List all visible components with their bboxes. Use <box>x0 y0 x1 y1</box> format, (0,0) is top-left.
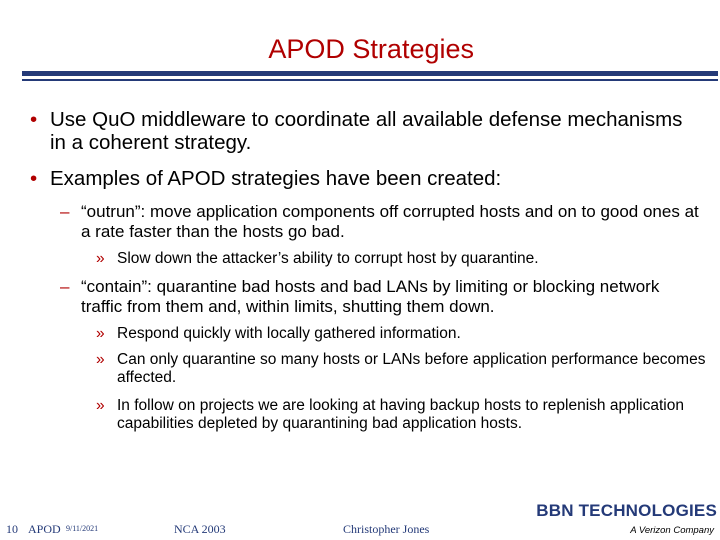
subsub-bullet-marker: » <box>96 250 105 267</box>
subsub-bullet-text: Slow down the attacker’s ability to corrupt host by quarantine. <box>117 250 539 267</box>
subsub-bullet-text: In follow on projects we are looking at having backup hosts to replenish application capabilities depleted by quarantining bad application hosts. <box>117 397 684 432</box>
bullet-item <box>30 108 690 154</box>
subsub-bullet-item <box>96 250 707 268</box>
bullet-text: Examples of APOD strategies have been created: <box>50 167 502 190</box>
subsub-bullet-marker: » <box>96 397 105 414</box>
title-rule-thick <box>22 71 718 76</box>
slide-title: APOD Strategies <box>268 34 474 64</box>
bullet-text: Use QuO middleware to coordinate all available defense mechanisms in a coherent strategy. <box>50 108 683 154</box>
footer-date: 9/11/2021 <box>66 524 99 533</box>
footer-section: APOD <box>28 522 61 536</box>
subsub-bullet-marker: » <box>96 351 105 368</box>
sub-bullet-marker: – <box>60 277 70 296</box>
bullet-marker: • <box>30 167 38 190</box>
logo-name: BBN TECHNOLOGIES <box>536 501 717 520</box>
footer-author: Christopher Jones <box>343 522 430 536</box>
sub-bullet-text: “contain”: quarantine bad hosts and bad LANs by limiting or blocking network traffic from them and, within limits, shutting them down. <box>81 277 660 316</box>
bullet-item <box>30 167 690 190</box>
subsub-bullet-marker: » <box>96 325 105 342</box>
subsub-bullet-item <box>96 351 707 387</box>
bbn-logo <box>536 501 717 539</box>
subsub-bullet-text: Respond quickly with locally gathered information. <box>117 325 461 342</box>
bullet-marker: • <box>30 108 38 131</box>
footer-slide-number: 10 <box>6 522 18 536</box>
sub-bullet-text: “outrun”: move application components off corrupted hosts and on to good ones at a rate faster than the hosts go bad. <box>81 202 699 241</box>
subsub-bullet-item <box>96 325 707 343</box>
sub-bullet-marker: – <box>60 202 70 221</box>
footer-event: NCA 2003 <box>174 522 226 536</box>
logo-tagline: A Verizon Company <box>630 525 714 536</box>
subsub-bullet-item <box>96 397 707 433</box>
sub-bullet-item <box>60 277 701 317</box>
title-rule-thin <box>22 79 718 81</box>
sub-bullet-item <box>60 202 701 242</box>
subsub-bullet-text: Can only quarantine so many hosts or LANs before application performance becomes affected. <box>117 351 706 386</box>
